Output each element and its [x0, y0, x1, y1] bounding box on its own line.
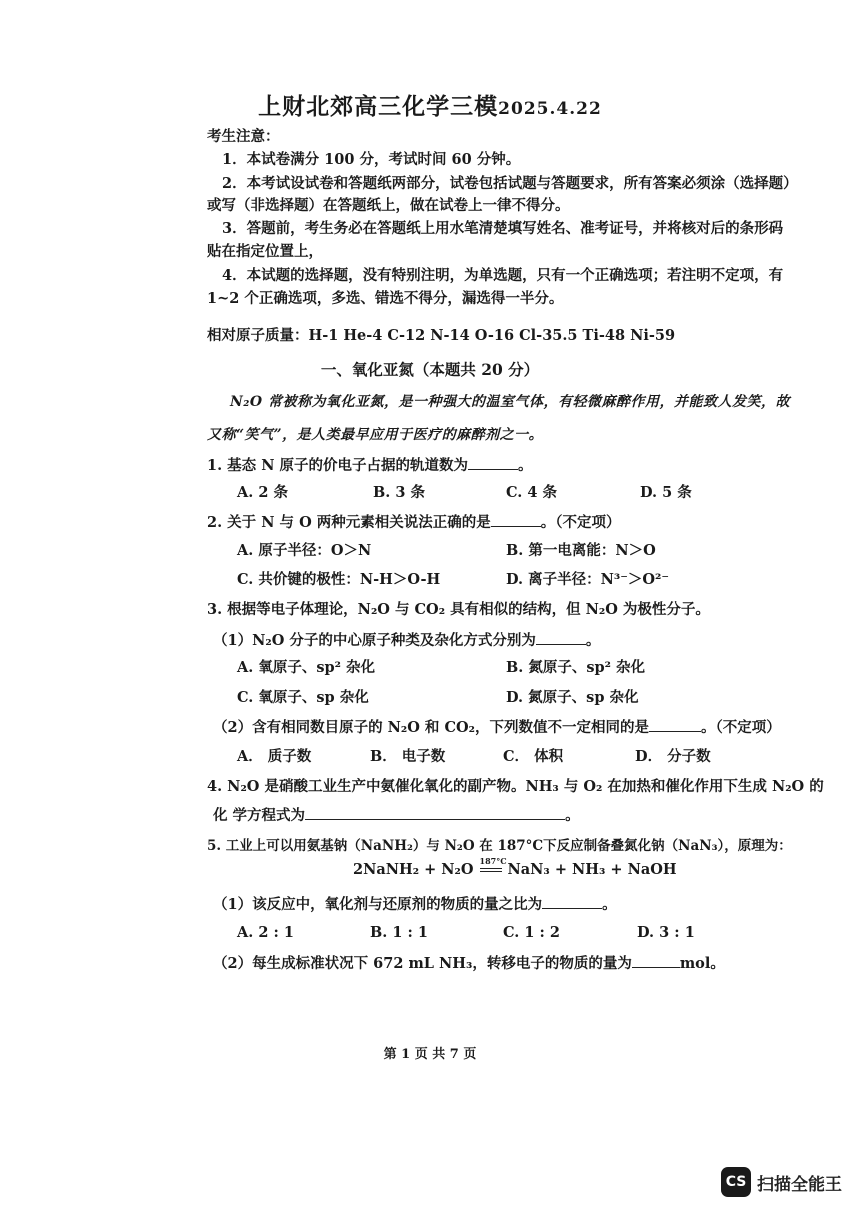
q5-sub1-option-a: A. 2 : 1: [237, 924, 294, 941]
exam-date: 2025.4.22: [498, 99, 602, 119]
q3-sub2-blank: [649, 717, 701, 732]
q3-sub1-option-b: B. 氮原子、sp² 杂化: [506, 659, 646, 676]
q2-option-d: D. 离子半径：N³⁻＞O²⁻: [506, 571, 670, 588]
question-5: 5. 工业上可以用氨基钠（NaNH₂）与 N₂O 在 187°C下反应制备叠氮化钠（NaN₃），原理为：: [207, 838, 792, 854]
q5-reaction-condition: [479, 856, 507, 880]
q5-sub1-end: 。: [602, 896, 617, 913]
q1-end: 。: [518, 457, 533, 474]
section-title: 一、氧化亚氮（本题共 20 分）: [320, 360, 540, 379]
q1-option-c: C. 4 条: [506, 484, 558, 501]
scanner-logo-icon: CS: [721, 1167, 751, 1197]
q3-sub-2: [213, 717, 781, 738]
page-title: [0, 88, 860, 121]
q1-stem: 1. 基态 N 原子的价电子占据的轨道数为: [207, 457, 469, 474]
q3-sub1-stem: （1）N₂O 分子的中心原子种类及杂化方式分别为: [213, 632, 536, 649]
question-4: 4. N₂O 是硝酸工业生产中氨催化氧化的副产物。NH₃ 与 O₂ 在加热和催化作用下生成 N₂O 的: [207, 778, 824, 795]
section-intro-1: N₂O 常被称为氧化亚氮，是一种强大的温室气体，有轻微麻醉作用，并能致人发笑，故: [230, 394, 790, 410]
q3-sub1-end: 。: [585, 632, 601, 649]
q5-equation: [353, 856, 677, 880]
q5-sub-2: [213, 953, 725, 974]
q2-stem: 2. 关于 N 与 O 两种元素相关说法正确的是: [207, 514, 491, 531]
notice-item-4-cont: 1~2 个正确选项，多选、错选不得分，漏选得一半分。: [207, 290, 564, 307]
q4-equation-blank: [305, 805, 565, 820]
q3-sub1-option-a: A. 氧原子、sp² 杂化: [237, 659, 376, 676]
section-intro-2: 又称“笑气”，是人类最早应用于医疗的麻醉剂之一。: [207, 427, 544, 443]
notice-heading: 考生注意：: [207, 128, 280, 145]
q3-sub1-blank: [536, 630, 586, 645]
question-4-line2: [213, 805, 580, 826]
q5-equation-products: NaN₃ + NH₃ + NaOH: [507, 861, 677, 878]
q1-option-a: A. 2 条: [237, 484, 288, 501]
atomic-mass-line: 相对原子质量：H-1 He-4 C-12 N-14 O-16 Cl-35.5 Ti-48 Ni-59: [207, 327, 676, 344]
q5-sub2-end: mol。: [679, 955, 725, 972]
q5-sub1-option-c: C. 1 : 2: [503, 924, 561, 941]
q3-sub2-stem: （2）含有相同数目原子的 N₂O 和 CO₂，下列数值不一定相同的是: [213, 719, 649, 736]
notice-item-4: 4．本试题的选择题，没有特别注明，为单选题，只有一个正确选项；若注明不定项，有: [222, 267, 784, 284]
notice-item-1: 1．本试卷满分 100 分，考试时间 60 分钟。: [222, 151, 521, 168]
q1-answer-blank: [468, 455, 518, 470]
q2-option-c: C. 共价键的极性：N-H＞O-H: [237, 571, 441, 588]
notice-item-3: 3．答题前，考生务必在答题纸上用水笔清楚填写姓名、准考证号，并将核对后的条形码: [222, 220, 784, 237]
page-footer: 第 1 页 共 7 页: [383, 1047, 477, 1062]
q3-sub1-option-d: D. 氮原子、sp 杂化: [506, 689, 639, 706]
scanner-watermark: [721, 1167, 842, 1197]
q3-sub2-option-c: C． 体积: [503, 748, 564, 765]
scanner-logo-text: 扫描全能王: [757, 1174, 842, 1195]
question-3: 3. 根据等电子体理论，N₂O 与 CO₂ 具有相似的结构，但 N₂O 为极性分子。: [207, 601, 710, 618]
q5-sub1-stem: （1）该反应中，氧化剂与还原剂的物质的量之比为: [213, 896, 543, 913]
q5-sub1-option-d: D. 3 : 1: [637, 924, 695, 941]
q4-end: 。: [565, 807, 580, 824]
question-2: [207, 512, 621, 533]
title-text: 上财北郊高三化学三模: [258, 93, 499, 120]
q1-option-b: B. 3 条: [373, 484, 425, 501]
q5-equation-reactants: 2NaNH₂ + N₂O: [353, 861, 474, 878]
q3-sub2-option-a: A． 质子数: [237, 748, 312, 765]
q3-sub1-option-c: C. 氧原子、sp 杂化: [237, 689, 369, 706]
q1-option-d: D. 5 条: [640, 484, 692, 501]
notice-item-2-cont: 或写（非选择题）在答题纸上，做在试卷上一律不得分。: [207, 197, 570, 214]
q2-answer-blank: [491, 512, 541, 527]
q5-condition-label: 187°C: [479, 856, 507, 866]
q3-sub2-end: 。（不定项）: [701, 719, 781, 736]
q5-sub2-blank: [632, 953, 680, 968]
q3-sub2-option-d: D． 分子数: [635, 748, 711, 765]
q2-option-b: B. 第一电离能：N＞O: [506, 542, 656, 559]
question-1: [207, 455, 533, 476]
q2-end: 。（不定项）: [540, 514, 621, 531]
q2-option-a: A. 原子半径：O＞N: [237, 542, 372, 559]
notice-item-2: 2．本考试设试卷和答题纸两部分，试卷包括试题与答题要求，所有答案必须涂（选择题）: [222, 175, 798, 192]
q3-sub-1: [213, 630, 600, 651]
q5-sub1-blank: [542, 894, 602, 909]
q5-sub2-stem: （2）每生成标准状况下 672 mL NH₃，转移电子的物质的量为: [213, 955, 632, 972]
q5-sub-1: [213, 894, 617, 915]
q5-sub1-option-b: B. 1 : 1: [370, 924, 428, 941]
q4-line2-text: 化 学方程式为: [213, 807, 306, 824]
notice-item-3-cont: 贴在指定位置上，: [207, 243, 323, 260]
q3-sub2-option-b: B． 电子数: [370, 748, 446, 765]
